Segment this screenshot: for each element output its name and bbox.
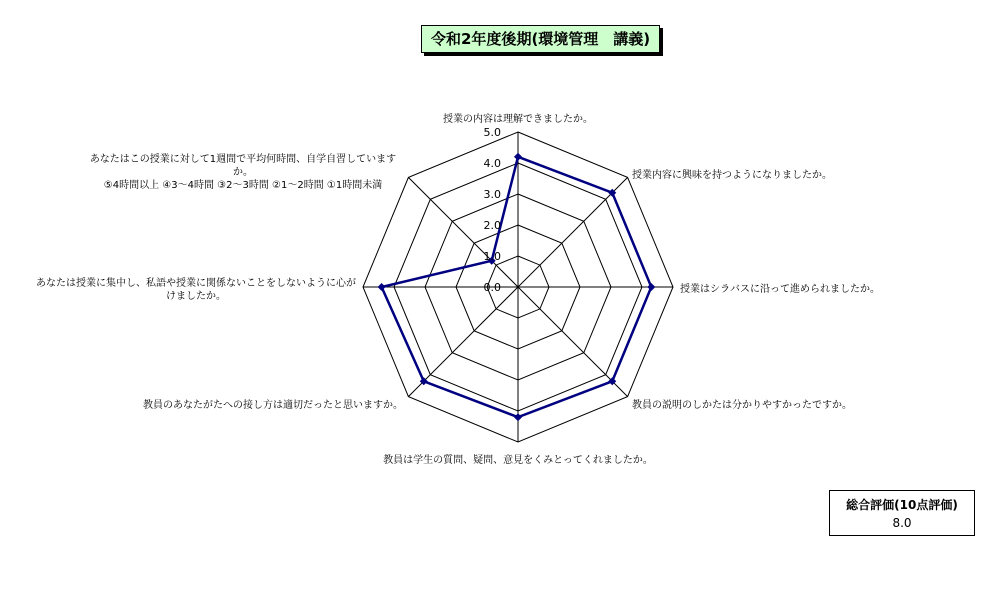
overall-score-value: 8.0 — [892, 516, 912, 530]
axis-category-label: 教員のあなたがたへの接し方は適切だったと思いますか。 — [143, 400, 403, 411]
axis-category-label: ⑤4時間以上 ④3～4時間 ③2～3時間 ②1～2時間 ①1時間未満 — [103, 180, 383, 191]
axis-category-label: 教員の説明のしかたは分かりやすかったですか。 — [632, 400, 852, 411]
axis-category-label: 授業はシラバスに沿って進められましたか。 — [680, 284, 880, 295]
axis-category-label: か。 — [233, 167, 253, 178]
data-point — [378, 283, 386, 291]
tick-label: 5.0 — [483, 126, 501, 139]
overall-score-label: 総合評価(10点評価) — [846, 498, 958, 512]
radar-grid — [363, 132, 673, 442]
data-point — [647, 283, 655, 291]
data-point — [514, 413, 522, 421]
overall-score-box — [829, 490, 975, 536]
axis-category-label: 授業の内容は理解できましたか。 — [443, 114, 593, 125]
axis-category-label: あなたは授業に集中し、私語や授業に関係ないことをしないように心が — [36, 278, 356, 289]
axis-category-label: あなたはこの授業に対して1週間で平均何時間、自学自習しています — [89, 154, 397, 165]
tick-label: 2.0 — [483, 219, 501, 232]
data-point — [514, 153, 522, 161]
tick-label: 4.0 — [483, 157, 501, 170]
radar-tick-labels — [484, 126, 502, 294]
tick-label: 1.0 — [483, 250, 501, 263]
chart-title: 令和2年度後期(環境管理 講義) — [421, 25, 660, 53]
radar-axis-labels — [36, 112, 880, 466]
tick-label: 0.0 — [483, 281, 501, 294]
axis-category-label: 教員は学生の質問、疑問、意見をくみとってくれましたか。 — [383, 455, 653, 466]
axis-category-label: 授業内容に興味を持つようになりましたか。 — [632, 170, 832, 181]
tick-label: 3.0 — [483, 188, 501, 201]
axis-category-label: けましたか。 — [166, 291, 226, 302]
